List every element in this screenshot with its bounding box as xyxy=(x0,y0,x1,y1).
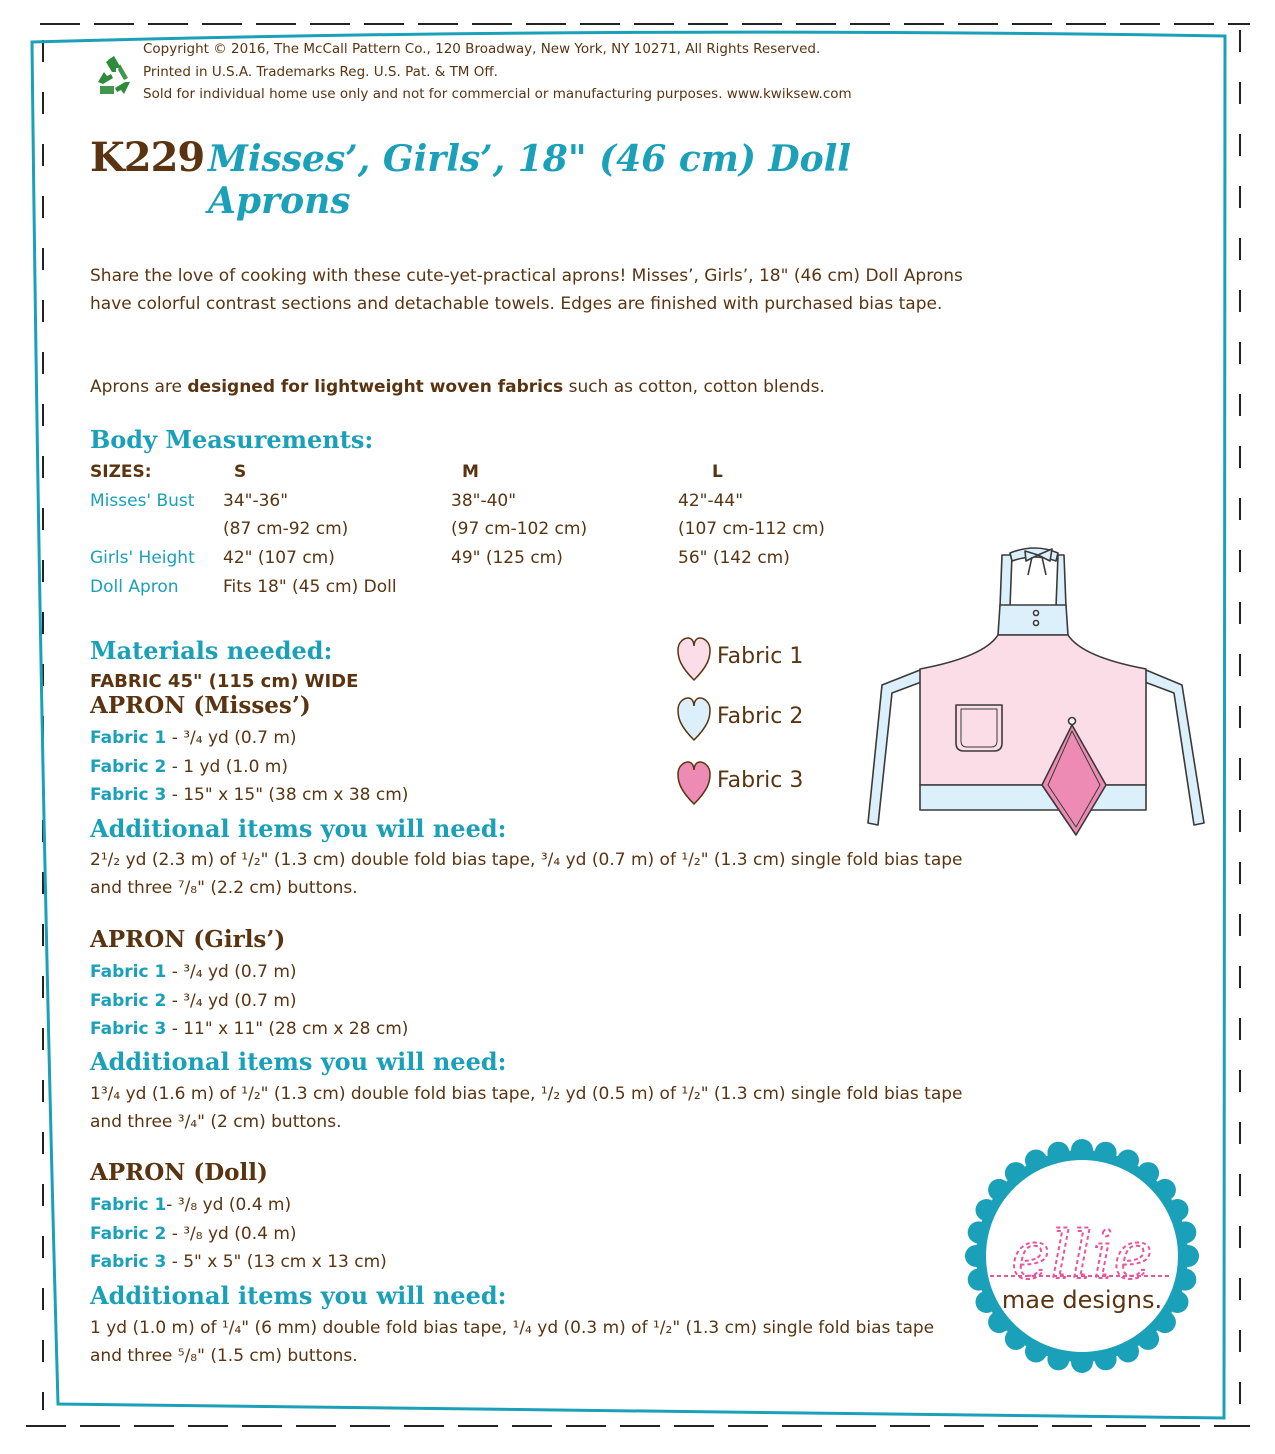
fabric1-heart-icon xyxy=(676,636,712,682)
size-m: M xyxy=(462,462,479,482)
list-item xyxy=(90,958,408,987)
list-item xyxy=(90,987,408,1016)
additional-line: and three ⁷/₈" (2.2 cm) buttons. xyxy=(90,878,358,898)
doll-additional-heading: Additional items you will need: xyxy=(90,1281,507,1310)
logo-scallop xyxy=(1047,1348,1069,1370)
logo-subtitle: mae designs. xyxy=(1001,1286,1163,1314)
intro-paragraph: Share the love of cooking with these cute-yet-practical aprons! Misses’, Girls’, 18" (46 cm) Doll Aprons have colorful contrast sections and detachable towels. Edges are finished with purchased bias tape. xyxy=(90,266,963,314)
fabric2-heart-icon xyxy=(676,696,712,742)
logo-scallop xyxy=(1071,1351,1093,1373)
fabric-rec-bold: designed for lightweight woven fabrics xyxy=(187,377,564,397)
doll-apron-heading: APRON (Doll) xyxy=(90,1159,268,1186)
fabric1-label: Fabric 1 xyxy=(717,644,804,669)
logo-scallop xyxy=(968,1221,990,1243)
misses-bust-cm-s: (87 cm-92 cm) xyxy=(223,519,349,539)
misses-bust-m: 38"-40" xyxy=(451,491,517,511)
fabric-recommendation xyxy=(90,373,990,401)
fabric-label: Fabric 2 xyxy=(90,756,167,777)
additional-line: 2¹/₂ yd (2.3 m) of ¹/₂" (1.3 cm) double fold bias tape, ³/₄ yd (0.7 m) of ¹/₂" (1.3 cm) single fold bias tape xyxy=(90,850,963,870)
list-item xyxy=(90,1015,408,1044)
additional-line: and three ³/₄" (2 cm) buttons. xyxy=(90,1112,342,1132)
girls-additional-items xyxy=(90,1080,963,1136)
additional-line: and three ⁵/₈" (1.5 cm) buttons. xyxy=(90,1346,358,1366)
fabric-label: Fabric 1 xyxy=(90,1195,167,1215)
logo-scallop xyxy=(1071,1139,1093,1161)
logo-scallop xyxy=(1047,1142,1069,1164)
usage-line: Sold for individual home use only and not for commercial or manufacturing purposes. www.kwiksew.com xyxy=(143,86,852,102)
fabric-label: Fabric 2 xyxy=(90,1223,167,1244)
fabric-amount: - ³/₈ yd (0.4 m) xyxy=(166,1195,292,1215)
list-item xyxy=(90,781,408,810)
fabric-amount: - ³/₈ yd (0.4 m) xyxy=(166,1223,297,1244)
fabric-amount: - ³/₄ yd (0.7 m) xyxy=(166,962,297,982)
misses-bust-s: 34"-36" xyxy=(223,491,289,511)
size-l: L xyxy=(712,462,723,482)
girls-height-m: 49" (125 cm) xyxy=(451,548,563,568)
size-s: S xyxy=(234,462,247,482)
doll-fabric-list xyxy=(90,1191,387,1277)
fabric2-label: Fabric 2 xyxy=(717,704,804,729)
sizes-label: SIZES: xyxy=(90,462,152,482)
doll-apron-value: Fits 18" (45 cm) Doll xyxy=(223,577,397,597)
misses-bust-cm-l: (107 cm-112 cm) xyxy=(678,519,825,539)
misses-additional-heading: Additional items you will need: xyxy=(90,814,507,843)
list-item xyxy=(90,724,408,753)
logo-scallop xyxy=(968,1269,990,1291)
girls-height-s: 42" (107 cm) xyxy=(223,548,335,568)
doll-apron-label: Doll Apron xyxy=(90,577,179,597)
logo-scallop xyxy=(1174,1221,1196,1243)
fabric3-label: Fabric 3 xyxy=(717,768,804,793)
fabric3-heart-icon xyxy=(676,760,712,806)
fabric-amount: - 5" x 5" (13 cm x 13 cm) xyxy=(166,1252,387,1273)
logo-scallop xyxy=(1177,1245,1199,1267)
page-title xyxy=(208,138,851,222)
doll-additional-items xyxy=(90,1314,934,1370)
misses-apron-heading: APRON (Misses’) xyxy=(90,692,311,719)
fabric-label: Fabric 2 xyxy=(90,990,167,1011)
misses-fabric-list xyxy=(90,724,408,810)
fabric-amount: - ³/₄ yd (0.7 m) xyxy=(166,728,297,748)
logo-scallop xyxy=(965,1245,987,1267)
logo-scallop xyxy=(1174,1269,1196,1291)
apron-illustration xyxy=(860,535,1210,845)
misses-bust-label: Misses' Bust xyxy=(90,491,195,511)
recycle-icon xyxy=(90,52,138,100)
additional-line: 1 yd (1.0 m) of ¹/₄" (6 mm) double fold bias tape, ¹/₄ yd (0.3 m) of ¹/₂" (1.3 cm) single fold bias tape xyxy=(90,1318,935,1338)
logo-scallop xyxy=(1095,1348,1117,1370)
fabric-amount: - 11" x 11" (28 cm x 28 cm) xyxy=(166,1019,409,1040)
list-item xyxy=(90,753,408,782)
list-item xyxy=(90,1191,387,1220)
copyright-block xyxy=(143,38,852,106)
pattern-code: K229 xyxy=(90,134,205,181)
girls-height-label: Girls' Height xyxy=(90,548,195,568)
fabric-amount: - ³/₄ yd (0.7 m) xyxy=(166,990,297,1011)
fabric-label: Fabric 3 xyxy=(90,1252,167,1273)
body-measurements-heading: Body Measurements: xyxy=(90,425,374,454)
fabric-rec-pre: Aprons are xyxy=(90,377,188,397)
materials-heading: Materials needed: xyxy=(90,636,333,665)
fabric-amount: - 15" x 15" (38 cm x 38 cm) xyxy=(166,785,409,806)
copyright-line: Copyright © 2016, The McCall Pattern Co., 120 Broadway, New York, NY 10271, All Rights Reserved. xyxy=(143,41,821,57)
misses-additional-items xyxy=(90,846,963,902)
list-item xyxy=(90,1248,387,1277)
girls-fabric-list xyxy=(90,958,408,1044)
ellie-mae-logo xyxy=(960,1138,1204,1374)
fabric-rec-post: such as cotton, cotton blends. xyxy=(563,377,825,397)
logo-word: ellie xyxy=(1011,1217,1153,1294)
girls-height-l: 56" (142 cm) xyxy=(678,548,790,568)
girls-apron-heading: APRON (Girls’) xyxy=(90,926,286,953)
logo-scallop xyxy=(1095,1142,1117,1164)
additional-line: 1³/₄ yd (1.6 m) of ¹/₂" (1.3 cm) double fold bias tape, ¹/₂ yd (0.5 m) of ¹/₂" (1.3 cm) single fold bias tape xyxy=(90,1084,963,1104)
fabric-width: FABRIC 45" (115 cm) WIDE xyxy=(90,671,359,692)
title-line-2: Aprons xyxy=(208,180,351,222)
fabric-label: Fabric 3 xyxy=(90,1019,167,1040)
fabric-label: Fabric 1 xyxy=(90,962,167,982)
list-item xyxy=(90,1220,387,1249)
fabric-label: Fabric 1 xyxy=(90,728,167,748)
girls-additional-heading: Additional items you will need: xyxy=(90,1047,507,1076)
title-line-1: Misses’, Girls’, 18" (46 cm) Doll xyxy=(208,138,851,180)
trademark-line: Printed in U.S.A. Trademarks Reg. U.S. Pat. & TM Off. xyxy=(143,63,498,80)
misses-bust-l: 42"-44" xyxy=(678,491,744,511)
fabric-amount: - 1 yd (1.0 m) xyxy=(166,756,288,777)
misses-bust-cm-m: (97 cm-102 cm) xyxy=(451,519,588,539)
fabric-label: Fabric 3 xyxy=(90,785,167,806)
